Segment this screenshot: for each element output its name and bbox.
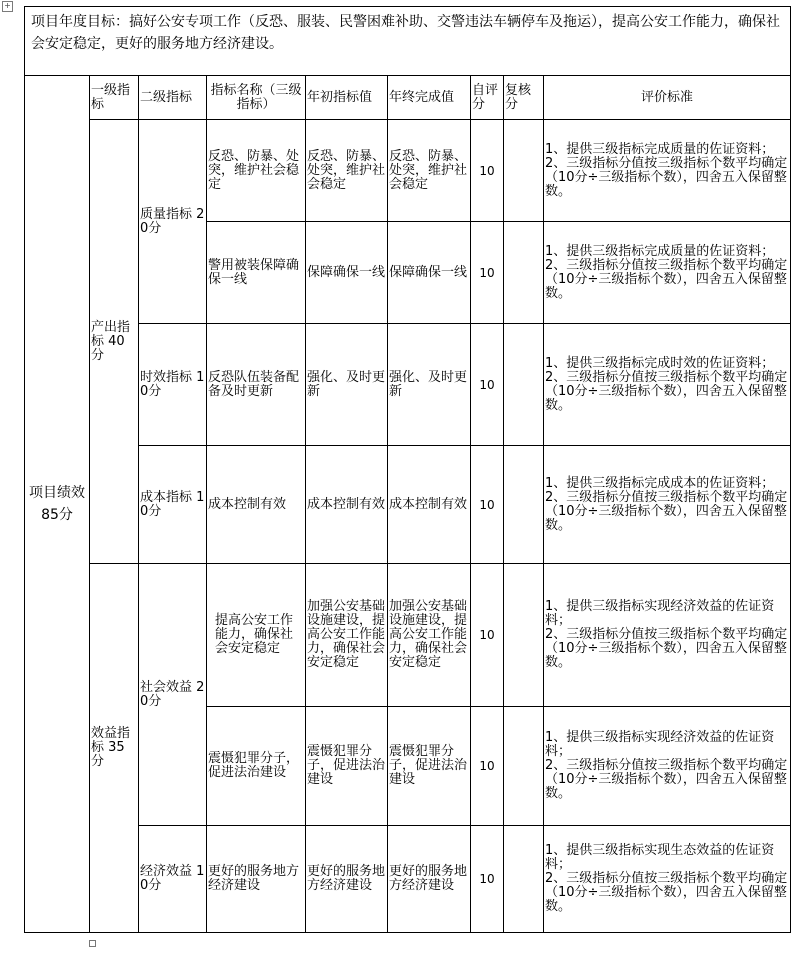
initial-value: 加强公安基础设施建设，提高公安工作能力，确保社会安定稳定 xyxy=(306,564,388,707)
review-score xyxy=(504,446,544,564)
header-indicator-name: 指标名称（三级指标） xyxy=(207,76,306,120)
criteria-cell: 1、提供三级指标实现经济效益的佐证资料； 2、三级指标分值按三级指标个数平均确定（10分÷三级指标个数），四舍五入保留整数。 xyxy=(544,707,791,826)
initial-value: 震慑犯罪分子，促进法治建设 xyxy=(306,707,388,826)
self-score: 10 xyxy=(471,120,504,222)
indicator-name: 震慑犯罪分子，促进法治建设 xyxy=(207,707,306,826)
review-score xyxy=(504,564,544,707)
goal-row xyxy=(25,7,791,76)
self-score: 10 xyxy=(471,826,504,933)
criteria-cell: 1、提供三级指标实现生态效益的佐证资料； 2、三级指标分值按三级指标个数平均确定（10分÷三级指标个数），四舍五入保留整数。 xyxy=(544,826,791,933)
initial-value: 成本控制有效 xyxy=(306,446,388,564)
initial-value: 反恐、防暴、处突，维护社会稳定 xyxy=(306,120,388,222)
indicator-name: 反恐队伍装备配备及时更新 xyxy=(207,324,306,446)
criteria-cell: 1、提供三级指标实现经济效益的佐证资料； 2、三级指标分值按三级指标个数平均确定（10分÷三级指标个数），四舍五入保留整数。 xyxy=(544,564,791,707)
final-value: 加强公安基础设施建设，提高公安工作能力，确保社会安定稳定 xyxy=(388,564,471,707)
project-goal-text: 项目年度目标：搞好公安专项工作（反恐、服装、民警困难补助、交警违法车辆停车及拖运），提高公安工作能力，确保社会安定稳定，更好的服务地方经济建设。 xyxy=(31,14,780,52)
criteria-cell: 1、提供三级指标完成成本的佐证资料； 2、三级指标分值按三级指标个数平均确定（10分÷三级指标个数），四舍五入保留整数。 xyxy=(544,446,791,564)
table-row xyxy=(25,120,791,222)
paragraph-end-marker xyxy=(89,940,96,947)
header-row xyxy=(25,76,791,120)
level2-social: 社会效益 20分 xyxy=(139,564,207,826)
table-row xyxy=(25,324,791,446)
level2-cost: 成本指标 10分 xyxy=(139,446,207,564)
initial-value: 强化、及时更新 xyxy=(306,324,388,446)
final-value: 更好的服务地方经济建设 xyxy=(388,826,471,933)
header-review-score: 复核分 xyxy=(504,76,544,120)
header-level1: 一级指标 xyxy=(90,76,139,120)
table-row xyxy=(25,826,791,933)
level2-timeliness: 时效指标 10分 xyxy=(139,324,207,446)
review-score xyxy=(504,707,544,826)
self-score: 10 xyxy=(471,564,504,707)
table-move-handle-icon[interactable]: + xyxy=(2,1,13,12)
criteria-cell: 1、提供三级指标完成质量的佐证资料； 2、三级指标分值按三级指标个数平均确定（10分÷三级指标个数），四舍五入保留整数。 xyxy=(544,120,791,222)
project-performance-cell xyxy=(25,76,90,933)
final-value: 反恐、防暴、处突，维护社会稳定 xyxy=(388,120,471,222)
level2-economic: 经济效益 10分 xyxy=(139,826,207,933)
indicator-name: 更好的服务地方经济建设 xyxy=(207,826,306,933)
indicator-name: 成本控制有效 xyxy=(207,446,306,564)
criteria-cell: 1、提供三级指标完成质量的佐证资料； 2、三级指标分值按三级指标个数平均确定（10分÷三级指标个数），四舍五入保留整数。 xyxy=(544,222,791,324)
header-self-score: 自评分 xyxy=(471,76,504,120)
header-criteria: 评价标准 xyxy=(544,76,791,120)
table-row xyxy=(25,446,791,564)
review-score xyxy=(504,324,544,446)
self-score: 10 xyxy=(471,324,504,446)
review-score xyxy=(504,826,544,933)
final-value: 保障确保一线 xyxy=(388,222,471,324)
indicator-name: 提高公安工作能力，确保社会安定稳定 xyxy=(207,564,306,707)
initial-value: 更好的服务地方经济建设 xyxy=(306,826,388,933)
review-score xyxy=(504,222,544,324)
table-row xyxy=(25,564,791,707)
indicator-name: 警用被装保障确保一线 xyxy=(207,222,306,324)
project-score: 85分 xyxy=(41,507,73,523)
goal-cell xyxy=(25,7,791,76)
project-label: 项目绩效 xyxy=(29,485,85,501)
self-score: 10 xyxy=(471,222,504,324)
header-final-value: 年终完成值 xyxy=(388,76,471,120)
indicator-name: 反恐、防暴、处突，维护社会稳定 xyxy=(207,120,306,222)
self-score: 10 xyxy=(471,446,504,564)
performance-table xyxy=(24,6,791,933)
review-score xyxy=(504,120,544,222)
self-score: 10 xyxy=(471,707,504,826)
final-value: 震慑犯罪分子，促进法治建设 xyxy=(388,707,471,826)
initial-value: 保障确保一线 xyxy=(306,222,388,324)
header-level2: 二级指标 xyxy=(139,76,207,120)
level2-quality: 质量指标 20分 xyxy=(139,120,207,324)
level1-output: 产出指标 40分 xyxy=(90,120,139,564)
header-initial-value: 年初指标值 xyxy=(306,76,388,120)
final-value: 成本控制有效 xyxy=(388,446,471,564)
criteria-cell: 1、提供三级指标完成时效的佐证资料； 2、三级指标分值按三级指标个数平均确定（10分÷三级指标个数），四舍五入保留整数。 xyxy=(544,324,791,446)
level1-benefit: 效益指标 35分 xyxy=(90,564,139,933)
final-value: 强化、及时更新 xyxy=(388,324,471,446)
